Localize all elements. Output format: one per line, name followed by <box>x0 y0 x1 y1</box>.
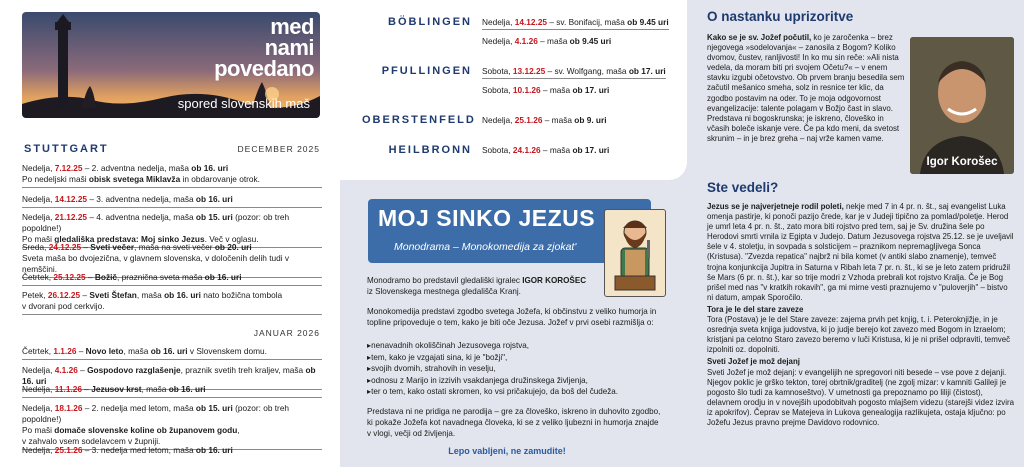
schedule-entry: Četrtek, 25.12.25 – Božič, praznična sveta maša ob 16. uri <box>22 272 322 286</box>
stuttgart-header <box>24 143 320 155</box>
about-text: Kako se je sv. Jožef počutil, ko je zaročenka – brez njegovega »sodelovanja« – zanosila z Bogom? Koliko dvomov, čustev, ranljivosti! In ko mu sin reče: »Ali nista vedela, da moram biti pri svojem Očetu?« – v enem stavku izgubi očetovstvo. Ob prvem branju besedila sem začutil mešanico smeha, solz in resnice ter klic, da zgodbo postavim na oder. To je moja odgovornost evangelizacije: talente polagam v Božjo čast in slavo. Predstava ni bogoskrunska; je iskreno, človeško in včasih boleče iskanje vere. Če pa kdo meni, da svetost skrunim – in je brez greha – naj vrže kamen vame. <box>707 33 905 143</box>
city-label: BÖBLINGEN <box>388 16 472 28</box>
portrait-caption: Igor Korošec <box>926 156 998 168</box>
schedule-entry: Nedelja, 14.12.25 – sv. Bonifacij, maša ob 9.45 uri <box>482 17 669 30</box>
list-item: ▸ nenavadnih okoliščinah Jezusovega rojstva, <box>367 340 663 352</box>
schedule-entry: Nedelja, 25.1.26 – maša ob 9. uri <box>482 115 607 125</box>
schedule-entry: Nedelja, 7.12.25 – 2. adventna nedelja, maša ob 16. uri Po nedeljski maši obisk svetega Miklavža in obdarovanje otrok. <box>22 163 322 188</box>
schedule-entry: Nedelja, 18.1.26 – 2. nedelja med letom, maša ob 15. uri (pozor: ob treh popoldne!) Po maši domače slovenske koline ob županovem godu, v zahvalo vsem sodelavcem v župniji. <box>22 403 322 450</box>
play-intro: Monodramo bo predstavil gledališki igralec IGOR KOROŠEC iz Slovenskega mestnega gledališča Kranj. <box>367 276 587 296</box>
city-label: STUTTGART <box>24 143 109 155</box>
list-item: ▸ tem, kako je vzgajati sina, ki je "božji", <box>367 352 663 364</box>
city-label: OBERSTENFELD <box>362 114 476 126</box>
didyouknow-heading: Ste vedeli? <box>707 180 779 195</box>
city-label: HEILBRONN <box>388 144 472 156</box>
list-item: ▸ svojih dvomih, strahovih in veselju, <box>367 363 663 375</box>
schedule-entry: Sobota, 10.1.26 – maša ob 17. uri <box>482 85 610 95</box>
play-topics-list <box>367 340 663 398</box>
didyouknow-text: Jezus se je najverjetneje rodil poleti, nekje med 7 in 4 pr. n. št., saj evangelist Luka omenja pastirje, ki ponoči pazijo črede, kar je v Judeji tipično za pomlad/poletje. Herod je umrl leta 4 pr. n. št., zato mora biti rojstvo pred tem, saj je Sv. družina šele po Herodovi smrti vrnila iz Egipta v Judejo. Datum Jezusovega rojstva 25.12. se je uveljavil šele v 4. stoletju, in sovpada s solsticijem – praznikom nepremagljivega Sonca (Kristusa). "Zvezda repatica" najbrž ni bila komet (v antiki slabo znamenje), temveč trojna konjunkcija Jupitra in Saturna v Ribah leta 7 pr. n. št., ki se je leto zatem pridružil še Mars (6 pr. n. št.), kar so trije modri z Vzhoda prebrali kot rojstvo Kralja. Če je Bog prišel med nas "v kratkih rokavih", ga mi mirne vesti praznujemo v "puloverjih" – bistvo ni datum, ampak Sporočilo. Tora je le del stare zaveze Tora (Postava) je le del Stare zaveze: zajema prvih pet knjig, t. i. Peteroknjižje, in je osrednja sveta knjiga judovstva, ki jo judje berejo kot zavezo med Bogom in Izraelom; kristjani pa celotno Staro zavezo beremo v luči Kristusa, ki je ni prišel odpraviti, temveč izpolniti oz. dopolniti. Sveti Jožef je mož dejanj Sveti Jožef je mož dejanj: v evangelijih ne spregovori niti besede – vse pove z dejanji. Njegov poklic je grško tekton, torej obrtnik/graditelj (ne zgolj mizar: v kamniti Galileji je pogosto šlo tudi za kamnoseštvo). V umetnosti ga prepoznamo po liliji (čistost), delavnem orodju in v novejših upodobitvah pogosto mlajšem videzu (starejši videz izvira iz apokrifov). Čeprav se Matejeva in Lukova genealogija razlikujeta, ostaja ključno: po Jožefu Jezus pravno prejme Davidovo rodovnico. <box>707 202 1015 427</box>
list-item: ▸ ter o tem, kako ostati skromen, ko vsi pričakujejo, da boš del čudeža. <box>367 386 663 398</box>
play-description: Monokomedija predstavi zgodbo svetega Jožefa, ki občinstvu z veliko humorja in topline pripoveduje o tem, kako je biti oče Jezusa. Jožef v prvi osebi razmišlja o: <box>367 307 657 327</box>
schedule-entry: Nedelja, 14.12.25 – 3. adventna nedelja, maša ob 16. uri <box>22 194 322 208</box>
list-item: ▸ odnosu z Marijo in izzivih vsakdanjega družinskega življenja, <box>367 375 663 387</box>
city-label: PFULLINGEN <box>381 65 472 77</box>
schedule-entry: Petek, 26.12.25 – Sveti Štefan, maša ob 16. uri nato božična tombola v dvorani pod cerkvijo. <box>22 290 322 315</box>
month-label: DECEMBER 2025 <box>237 144 320 154</box>
schedule-entry: Nedelja, 25.1.26 – 3. nedelja med letom, maša ob 16. uri <box>22 445 233 455</box>
schedule-entry: Četrtek, 1.1.26 – Novo leto, maša ob 16. uri v Slovenskem domu. <box>22 346 322 360</box>
schedule-entry: Sobota, 13.12.25 – sv. Wolfgang, maša ob 17. uri <box>482 66 666 79</box>
play-title: MOJ SINKO JEZUS <box>378 205 596 231</box>
actor-portrait <box>910 37 1014 174</box>
play-summary: Predstava ni ne pridiga ne parodija – gre za človeško, iskreno in duhovito zgodbo, ki pokaže Jožefa kot navadnega človeka, ki se z veliko ljubezni in humorja znajde v vlogi, večji od življenja. <box>367 407 661 438</box>
schedule-entry: Nedelja, 11.1.26 – Jezusov krst, maša ob 16. uri <box>22 384 322 398</box>
portrait-photo <box>910 37 1014 174</box>
schedule-entry: Sobota, 24.1.26 – maša ob 17. uri <box>482 145 610 155</box>
schedule-entry: Nedelja, 4.1.26 – Gospodovo razglašenje, praznik svetih treh kraljev, maša ob 16. uri <box>22 365 322 390</box>
hero-title: med nami povedano <box>214 14 314 81</box>
hero-banner <box>22 12 320 118</box>
invitation-text: Lepo vabljeni, ne zamudite! <box>448 446 566 456</box>
about-heading: O nastanku uprizoritve <box>707 9 854 24</box>
schedule-entry: Nedelja, 21.12.25 – 4. adventna nedelja, maša ob 15. uri (pozor: ob treh popoldne!) Po maši gledališka predstava: Moj sinko Jezus. Več v oglasu. <box>22 212 322 248</box>
schedule-entry: Sreda, 24.12.25 – Sveti večer, maša na sveti večer ob 20. uri Sveta maša bo dvojezična, v glavnem slovenska, v določenih delih tudi v nemščini. <box>22 242 322 278</box>
hero-subtitle: spored slovenskih maš <box>177 96 310 111</box>
play-subtitle: Monodrama – Monokomedija za zjokat' <box>394 241 577 253</box>
schedule-entry: Nedelja, 4.1.26 – maša ob 9.45 uri <box>482 36 612 46</box>
month-label: JANUAR 2026 <box>253 328 320 338</box>
